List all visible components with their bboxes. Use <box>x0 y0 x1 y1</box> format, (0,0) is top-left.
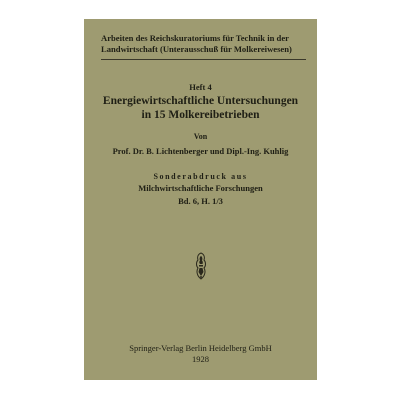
issue-number: Heft 4 <box>189 82 212 92</box>
reprint-label: Sonderabdruck aus <box>153 172 248 181</box>
series-title-line-1: Arbeiten des Reichskuratoriums für Technik in der <box>101 33 289 43</box>
book-title-line-2: in 15 Molkereibetrieben <box>141 109 260 121</box>
book-cover <box>84 19 317 380</box>
publication-year: 1928 <box>192 354 209 364</box>
by-label: Von <box>193 132 208 141</box>
springer-horse-emblem-icon <box>193 251 209 281</box>
publisher: Springer-Verlag Berlin Heidelberg GmbH <box>129 343 272 353</box>
journal-volume: Bd. 6, H. 1/3 <box>178 196 223 206</box>
book-title <box>84 94 317 122</box>
series-divider <box>101 59 306 60</box>
book-title-line-1: Energiewirtschaftliche Untersuchungen <box>102 95 299 107</box>
authors: Prof. Dr. B. Lichtenberger und Dipl.-Ing. Kuhlig <box>112 146 289 156</box>
series-title-line-2: Landwirtschaft (Unterausschuß für Molkereiwesen) <box>101 44 292 54</box>
series-title <box>101 33 306 55</box>
journal-title: Milchwirtschaftliche Forschungen <box>138 183 263 193</box>
